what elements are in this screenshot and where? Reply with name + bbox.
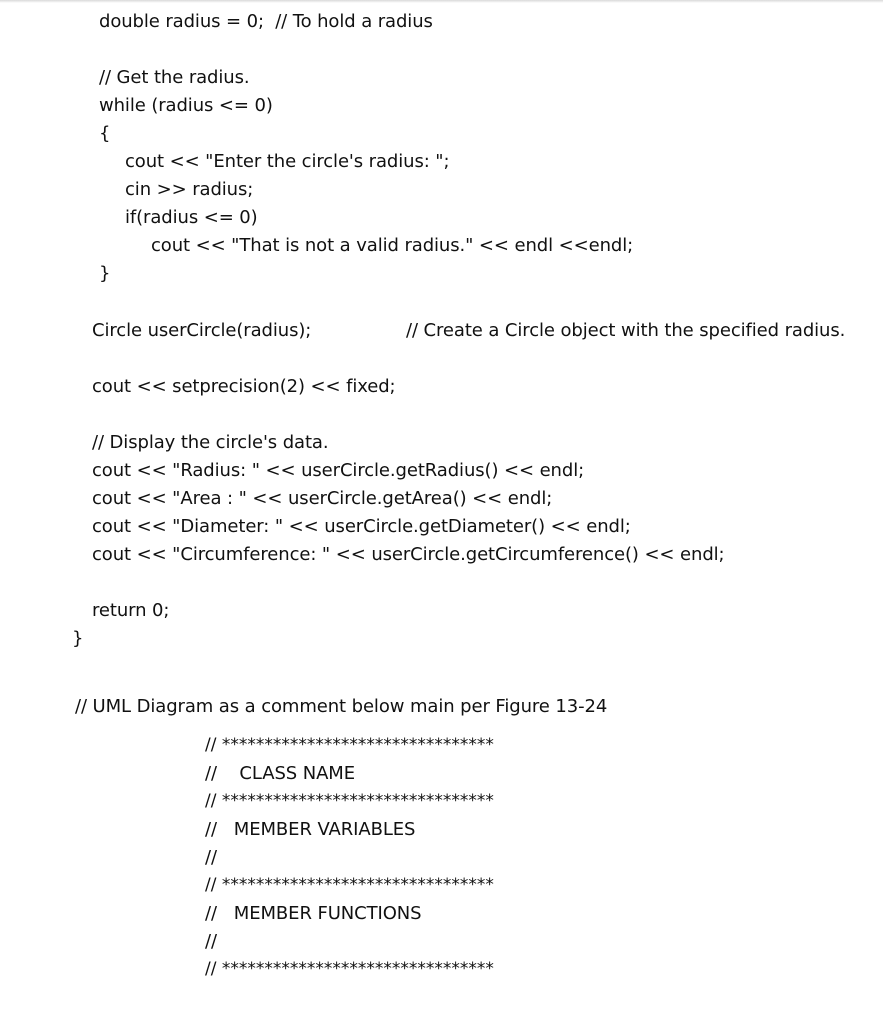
code-line-return: return 0; [92, 600, 170, 621]
uml-stars-bottom: // ******************************** [205, 959, 494, 979]
uml-member-variables: // MEMBER VARIABLES [205, 819, 416, 840]
top-edge [0, 0, 883, 3]
code-main-close-brace: } [72, 628, 84, 649]
uml-heading-comment: // UML Diagram as a comment below main per Figure 13-24 [75, 696, 608, 717]
uml-stars-after-class: // ******************************** [205, 791, 494, 811]
uml-stars-after-variables: // ******************************** [205, 875, 494, 895]
code-comment-get-radius: // Get the radius. [99, 67, 250, 88]
code-line-circle-declaration: Circle userCircle(radius); [92, 320, 312, 341]
uml-class-name: // CLASS NAME [205, 763, 355, 784]
code-line-setprecision: cout << setprecision(2) << fixed; [92, 376, 396, 397]
uml-blank-comment-variables: // [205, 847, 217, 868]
code-line-diameter-output: cout << "Diameter: " << userCircle.getDiameter() << endl; [92, 516, 631, 537]
uml-member-functions: // MEMBER FUNCTIONS [205, 903, 422, 924]
code-line-circumference-output: cout << "Circumference: " << userCircle.getCircumference() << endl; [92, 544, 725, 565]
code-line-invalid-radius: cout << "That is not a valid radius." << endl <<endl; [151, 235, 634, 256]
code-line-while: while (radius <= 0) [99, 95, 273, 116]
code-line-radius-output: cout << "Radius: " << userCircle.getRadius() << endl; [92, 460, 585, 481]
uml-stars-top: // ******************************** [205, 735, 494, 755]
code-line-radius-declaration: double radius = 0; // To hold a radius [99, 11, 433, 32]
code-line-prompt: cout << "Enter the circle's radius: "; [125, 151, 450, 172]
code-line-area-output: cout << "Area : " << userCircle.getArea() << endl; [92, 488, 553, 509]
code-line-if: if(radius <= 0) [125, 207, 258, 228]
code-comment-display-data: // Display the circle's data. [92, 432, 329, 453]
uml-blank-comment-functions: // [205, 931, 217, 952]
code-close-brace: } [99, 263, 111, 284]
code-line-cin: cin >> radius; [125, 179, 254, 200]
code-open-brace: { [99, 123, 111, 144]
code-comment-create-circle: // Create a Circle object with the specified radius. [406, 320, 846, 341]
